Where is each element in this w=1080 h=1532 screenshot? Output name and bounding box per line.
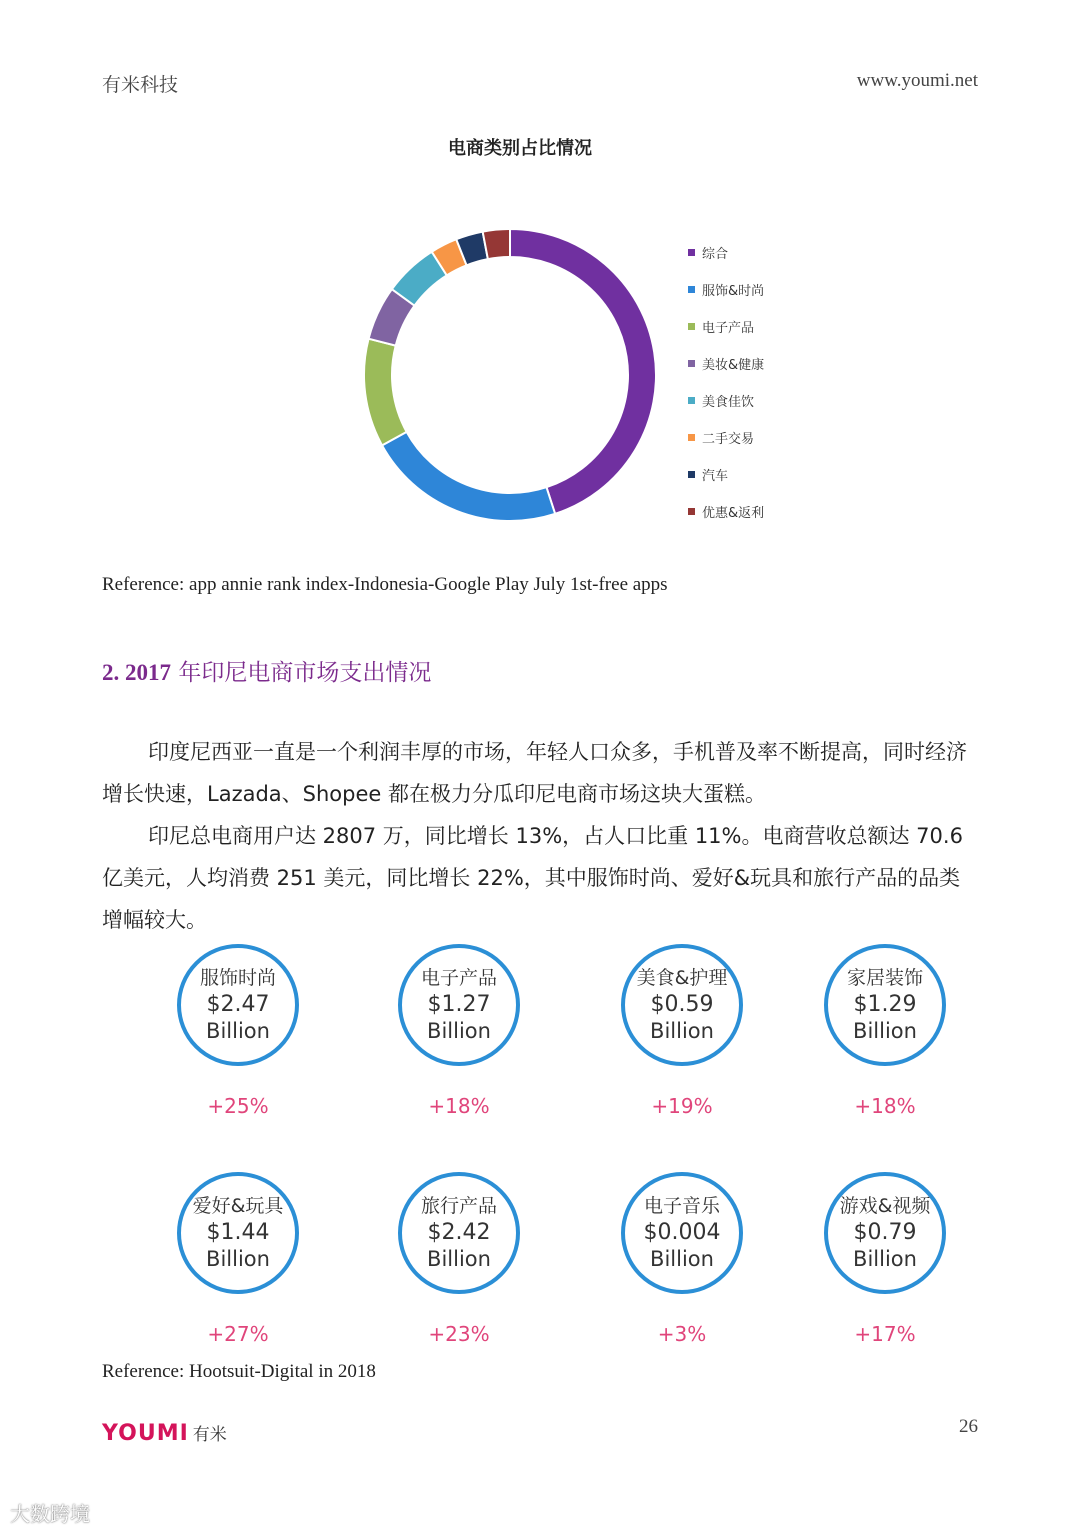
section-heading xyxy=(102,654,431,687)
category-value: $1.27 xyxy=(427,991,491,1017)
legend-swatch xyxy=(688,397,695,404)
category-growth: +17% xyxy=(854,1322,916,1346)
legend-label: 服饰&时尚 xyxy=(702,284,765,299)
category-name: 美食&护理 xyxy=(636,966,728,989)
category-name: 旅行产品 xyxy=(420,1194,497,1217)
legend-item xyxy=(688,382,838,419)
legend-item xyxy=(688,456,838,493)
category-spend-item xyxy=(359,944,559,1118)
watermark: 大数跨境 xyxy=(10,1502,90,1526)
donut-slice-3 xyxy=(364,339,407,446)
category-name: 电子产品 xyxy=(420,966,497,989)
category-value: $0.79 xyxy=(853,1219,917,1245)
legend-label: 美妆&健康 xyxy=(702,358,765,373)
category-unit: Billion xyxy=(650,1246,714,1271)
legend-item xyxy=(688,271,838,308)
category-growth: +23% xyxy=(428,1322,490,1346)
category-unit: Billion xyxy=(853,1018,917,1043)
legend-swatch xyxy=(688,323,695,330)
category-name: 服饰时尚 xyxy=(199,966,276,989)
category-unit: Billion xyxy=(650,1018,714,1043)
paragraph-1-text: 印度尼西亚一直是一个利润丰厚的市场，年轻人口众多，手机普及率不断提高，同时经济增长快速，Lazada、Shopee 都在极力分瓜印尼电商市场这块大蛋糕。 xyxy=(102,740,967,806)
header-company: 有米科技 xyxy=(102,74,179,96)
paragraph-2-text: 印尼总电商用户达 2807 万，同比增长 13%，占人口比重 11%。电商营收总额达 70.6 亿美元，人均消费 251 美元，同比增长 22%，其中服饰时尚、爱好&玩具和旅行产品的品类增幅较大。 xyxy=(102,824,963,932)
category-unit: Billion xyxy=(206,1246,270,1271)
legend-item xyxy=(688,345,838,382)
category-value: $0.004 xyxy=(643,1219,721,1245)
legend-label: 汽车 xyxy=(702,469,729,484)
category-spend-item xyxy=(582,944,782,1118)
category-name: 电子音乐 xyxy=(643,1194,720,1217)
youmi-logo xyxy=(102,1420,227,1446)
category-value: $2.47 xyxy=(206,991,270,1017)
spend-circle xyxy=(621,1172,743,1294)
category-growth: +3% xyxy=(657,1322,707,1346)
spend-circle xyxy=(824,1172,946,1294)
header-website: www.youmi.net xyxy=(856,70,978,91)
spend-circle xyxy=(398,1172,520,1294)
spend-circle xyxy=(824,944,946,1066)
paragraph-2 xyxy=(102,815,978,941)
section-number: 2. 2017 xyxy=(102,660,171,685)
donut-slice-2 xyxy=(382,432,555,521)
legend-label: 综合 xyxy=(702,247,729,262)
chart-title: 电商类别占比情况 xyxy=(448,138,592,159)
logo-brand: YOUMI xyxy=(102,1421,189,1446)
category-value: $1.44 xyxy=(206,1219,270,1245)
category-growth: +18% xyxy=(854,1094,916,1118)
category-value: $1.29 xyxy=(853,991,917,1017)
category-unit: Billion xyxy=(427,1018,491,1043)
donut-chart xyxy=(350,215,670,535)
chart-legend xyxy=(688,234,838,530)
legend-item xyxy=(688,308,838,345)
category-spend-item xyxy=(785,1172,985,1346)
spend-circle xyxy=(398,944,520,1066)
legend-swatch xyxy=(688,360,695,367)
category-growth: +25% xyxy=(207,1094,269,1118)
spend-circle xyxy=(177,1172,299,1294)
chart-reference: Reference: app annie rank index-Indonesia-Google Play July 1st-free apps xyxy=(102,574,668,595)
legend-swatch xyxy=(688,471,695,478)
donut-slice-8 xyxy=(483,229,510,259)
legend-swatch xyxy=(688,249,695,256)
category-growth: +19% xyxy=(651,1094,713,1118)
category-spend-item xyxy=(582,1172,782,1346)
category-value: $0.59 xyxy=(650,991,714,1017)
legend-swatch xyxy=(688,286,695,293)
category-growth: +18% xyxy=(428,1094,490,1118)
donut-slice-1 xyxy=(510,229,656,514)
legend-item xyxy=(688,234,838,271)
category-unit: Billion xyxy=(853,1246,917,1271)
spend-reference: Reference: Hootsuit-Digital in 2018 xyxy=(102,1361,376,1382)
legend-label: 二手交易 xyxy=(702,432,755,447)
category-value: $2.42 xyxy=(427,1219,491,1245)
category-name: 爱好&玩具 xyxy=(192,1194,284,1217)
category-name: 家居装饰 xyxy=(846,966,923,989)
category-growth: +27% xyxy=(207,1322,269,1346)
paragraph-1 xyxy=(102,731,978,815)
legend-item xyxy=(688,419,838,456)
category-spend-item xyxy=(359,1172,559,1346)
legend-swatch xyxy=(688,508,695,515)
category-spend-item xyxy=(785,944,985,1118)
logo-brand-cn: 有米 xyxy=(192,1425,227,1445)
category-unit: Billion xyxy=(427,1246,491,1271)
legend-item xyxy=(688,493,838,530)
category-name: 游戏&视频 xyxy=(839,1194,931,1217)
section-title: 年印尼电商市场支出情况 xyxy=(178,660,432,686)
category-unit: Billion xyxy=(206,1018,270,1043)
legend-label: 美食佳饮 xyxy=(702,395,755,410)
legend-label: 电子产品 xyxy=(702,321,755,336)
category-spend-item xyxy=(138,944,338,1118)
legend-swatch xyxy=(688,434,695,441)
spend-circle xyxy=(177,944,299,1066)
spend-circle xyxy=(621,944,743,1066)
legend-label: 优惠&返利 xyxy=(702,506,765,521)
page-number: 26 xyxy=(959,1416,978,1437)
category-spend-item xyxy=(138,1172,338,1346)
